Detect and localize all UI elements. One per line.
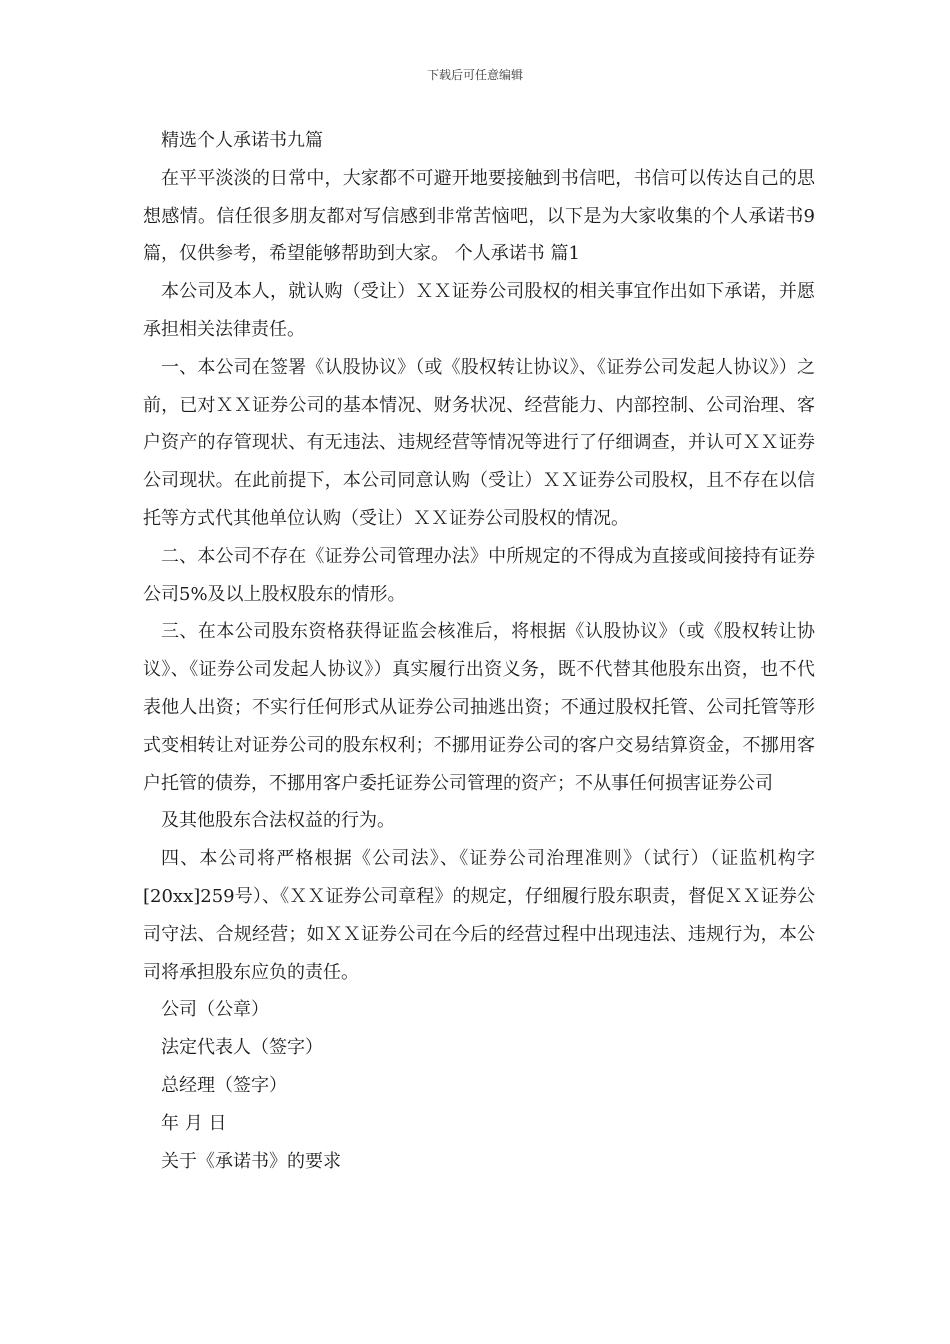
document-title: 精选个人承诺书九篇 [161, 130, 323, 151]
page-header: 下载后可任意编辑 [426, 68, 523, 82]
intro-paragraph: 在平平淡淡的日常中，大家都不可避开地要接触到书信吧，书信可以传达自己的思想感情。信任很多朋友都对写信感到非常苦恼吧，以下是为大家收集的个人承诺书9篇，仅供参考，希望能够帮助到大家。 个人承诺书 篇1 [143, 167, 815, 265]
clause-four: 四、本公司将严格根据《公司法》、《证券公司治理准则》（试行）（证监机构字[20xx]259号）、《ＸＸ证券公司章程》的规定，仔细履行股东职责，督促ＸＸ证券公司守法、合规经营；如ＸＸ证券公司在今后的经营过程中出现违法、违规行为，本公司将承担股东应负的责任。 [143, 848, 815, 983]
clause-three: 三、在本公司股东资格获得证监会核准后，将根据《认股协议》（或《股权转让协议》、《证券公司发起人协议》）真实履行出资义务，既不代替其他股东出资，也不代表他人出资；不实行任何形式从证券公司抽逃出资；不通过股权托管、公司托管等形式变相转让对证券公司的股东权利；不挪用证券公司的客户交易结算资金，不挪用客户托管的债券，不挪用客户委托证券公司管理的资产；不从事任何损害证券公司 [143, 621, 815, 794]
general-manager-line: 总经理（签字） [161, 1074, 287, 1096]
requirements-heading: 关于《承诺书》的要求 [161, 1150, 341, 1172]
clause-two: 二、本公司不存在《证券公司管理办法》中所规定的不得成为直接或间接持有证券公司5%及以上股权股东的情形。 [143, 545, 815, 605]
clause-one: 一、本公司在签署《认股协议》（或《股权转让协议》、《证券公司发起人协议》）之前，已对ＸＸ证券公司的基本情况、财务状况、经营能力、内部控制、公司治理、客户资产的存管现状、有无违法、违规经营等情况等进行了仔细调查，并认可ＸＸ证券公司现状。在此前提下，本公司同意认购（受让）ＸＸ证券公司股权，且不存在以信托等方式代其他单位认购（受让）ＸＸ证券公司股权的情况。 [143, 356, 815, 529]
clause-three-continued: 及其他股东合法权益的行为。 [161, 810, 395, 832]
legal-representative-line: 法定代表人（签字） [161, 1037, 323, 1059]
commitment-preamble: 本公司及本人，就认购（受让）ＸＸ证券公司股权的相关事宜作出如下承诺，并愿承担相关法律责任。 [143, 281, 815, 340]
company-seal-line: 公司（公章） [161, 999, 269, 1021]
date-line: 年 月 日 [161, 1112, 227, 1134]
document-body [143, 122, 815, 1180]
